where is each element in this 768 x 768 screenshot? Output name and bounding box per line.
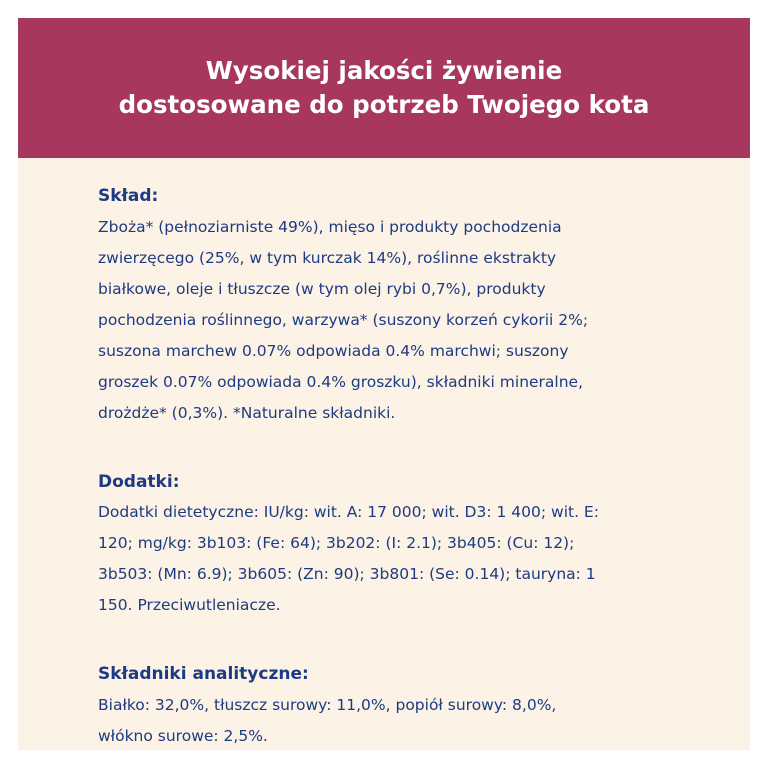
composition-line: suszona marchew 0.07% odpowiada 0.4% marchwi; suszony: [98, 341, 569, 360]
header-title-line-1: Wysokiej jakości żywienie: [205, 56, 563, 85]
additives-line: 120; mg/kg: 3b103: (Fe: 64); 3b202: (I: 2.1); 3b405: (Cu: 12);: [98, 534, 575, 552]
composition-line: Zboża* (pełnoziarniste 49%), mięso i produkty pochodzenia: [98, 217, 562, 236]
composition-section: [98, 181, 698, 429]
composition-line: drożdże* (0,3%). *Naturalne składniki.: [98, 403, 396, 422]
additives-heading: Dodatki:: [98, 471, 180, 492]
composition-line: białkowe, oleje i tłuszcze (w tym olej rybi 0,7%), produkty: [98, 279, 546, 298]
composition-line: pochodzenia roślinnego, warzywa* (suszony korzeń cykorii 2%;: [98, 310, 589, 329]
analytical-line: Białko: 32,0%, tłuszcz surowy: 11,0%, popiół surowy: 8,0%,: [98, 695, 557, 714]
analytical-heading: Składniki analityczne:: [98, 664, 309, 684]
content-area: [98, 181, 698, 750]
analytical-line: włókno surowe: 2,5%.: [98, 726, 268, 745]
additives-line: Dodatki dietetyczne: IU/kg: wit. A: 17 000; wit. D3: 1 400; wit. E:: [98, 503, 599, 521]
composition-line: zwierzęcego (25%, w tym kurczak 14%), roślinne ekstrakty: [98, 248, 557, 267]
additives-line: 150. Przeciwutleniacze.: [98, 596, 281, 614]
additives-line: 3b503: (Mn: 6.9); 3b605: (Zn: 90); 3b801: (Se: 0.14); tauryna: 1: [98, 565, 596, 583]
info-panel: [18, 18, 750, 750]
header-banner: [18, 18, 750, 158]
additives-section: [98, 467, 698, 622]
composition-line: groszek 0.07% odpowiada 0.4% groszku), składniki mineralne,: [98, 372, 584, 391]
analytical-section: [98, 659, 698, 750]
composition-heading: Skład:: [98, 186, 159, 206]
header-title-line-2: dostosowane do potrzeb Twojego kota: [118, 90, 650, 119]
